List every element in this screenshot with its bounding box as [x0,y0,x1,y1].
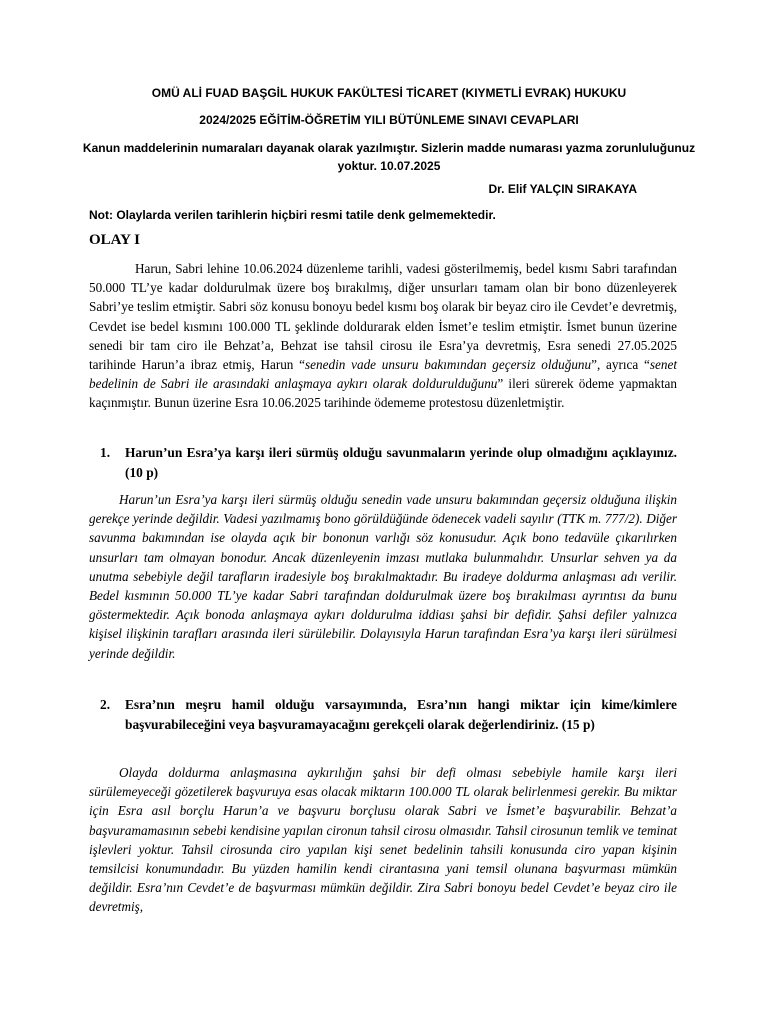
question-1 [100,443,677,483]
case-quote-2: senet bedelinin de Sabri ile arasındaki anlaşmaya aykırı olarak doldurulduğunu [89,357,678,392]
question-text: Esra’nın meşru hamil olduğu varsayımında, Esra’nın hangi miktar için kime/kimlere başvurabileceğini veya başvuramayacağını gerekçeli olarak değerlendiriniz. (15 p) [125,697,677,732]
question-2 [100,695,677,735]
question-number: 1. [100,445,111,460]
author-name: Dr. Elif YALÇIN SIRAKAYA [488,182,637,196]
case-text-part-c: ” ileri sürerek ödeme yapmaktan kaçınmıştır. Bunun üzerine Esra 10.06.2025 tarihinde ödememe protestosu düzenletmiştir. [89,376,677,411]
header-institution: OMÜ ALİ FUAD BAŞGİL HUKUK FAKÜLTESİ TİCARET (KIYMETLİ EVRAK) HUKUKU [151,86,627,100]
case-text-part-b: ”, ayrıca “ [591,357,650,373]
question-text: Harun’un Esra’ya karşı ileri sürmüş olduğu savunmaların yerinde olup olmadığını açıklayınız. (10 p) [125,445,677,480]
case-quote-1: senedin vade unsuru bakımından geçersiz olduğunu [305,357,592,373]
answer-2: Olayda doldurma anlaşmasına aykırılığın şahsi bir defi olması sebebiyle hamile karşı ileri sürülemeyeceği gözetilerek başvuruya esas olacak miktarın 100.000 TL olarak belirlenmesi gerekir. Bu miktar için Esra asıl borçlu Harun’a ve başvuru borçlusu olarak Sabri ve İsmet’e başvurabilir. Behzat’a başvuramamasının sebebi kendisine yapılan cironun tahsil cirosu olmasıdır. Tahsil cirosunun temlik ve teminat işlevleri yoktur. Tahsil cirosunda ciro yapılan kişi senet bedelinin tahsili konusunda ciro yapan kişinin temsilcisi konumundadır. Bu yüzden hamilin kendi cirantasına yani temsil olunana başvurması mümkün değildir. Esra’nın Cevdet’e de başvurması mümkün değildir. Zira Sabri bonoyu bedel Cevdet’e beyaz ciro ile devretmiş, [89,765,677,915]
note-text: Not: Olaylarda verilen tarihlerin hiçbiri resmi tatile denk gelmemektedir. [89,208,496,222]
case-text [89,259,677,413]
header-instructions: Kanun maddelerinin numaraları dayanak olarak yazılmıştır. Sizlerin madde numarası yazma zorunluluğunuz yoktur. 10.07.2025 [82,141,696,173]
header-exam-title: 2024/2025 EĞİTİM-ÖĞRETİM YILI BÜTÜNLEME SINAVI CEVAPLARI [199,113,579,127]
answer-1: Harun’un Esra’ya karşı ileri sürmüş olduğu senedin vade unsuru bakımından geçersiz olduğuna ilişkin gerekçe yerinde değildir. Vadesi yazılmamış bono görüldüğünde ödenecek vadeli sayılır (TTK m. 777/2). Diğer savunma bakımından ise olayda açık bir bononun varlığı söz konusudur. Açık bono tedavüle çıkarılırken unsurları tam olmayan bonodur. Ancak düzenleyenin imzası mutlaka bulunmalıdır. Unsurlar sehven ya da unutma sebebiyle değil tarafların iradesiyle boş bırakılmaktadır. Bu iradeye doldurma anlaşması adı verilir. Bedel kısmının 50.000 TL’ye kadar Sabri tarafından doldurulmak üzere boş bırakılması ayrıntısı da bunu göstermektedir. Açık bonoda anlaşmaya aykırı doldurulma iddiası şahsi bir defidir. Şahsi defiler yalnızca kişisel ilişkinin tarafları arasında ileri sürülebilir. Dolayısıyla Harun tarafından Esra’ya karşı ileri sürülmesi yerinde değildir. [89,492,677,661]
question-number: 2. [100,697,111,712]
case-text-part-a: Harun, Sabri lehine 10.06.2024 düzenleme tarihli, vadesi gösterilmemiş, bedel kısmı Sabri tarafından 50.000 TL’ye kadar doldurulmak üzere boş bırakılmış, diğer unsurları tamam olan bir bono düzenleyerek Sabri’ye teslim etmiştir. Sabri söz konusu bonoyu bedel kısmı boş olarak bir beyaz ciro ile Cevdet’e devretmiş, Cevdet ise bedel kısmını 100.000 TL şeklinde doldurarak elden İsmet’e teslim etmiştir. İsmet bunun üzerine senedi bir tam ciro ile Behzat’a, Behzat ise tahsil cirosu ile Esra’ya devretmiş, Esra senedi 27.05.2025 tarihinde Harun’a ibraz etmiş, Harun “ [89,261,677,373]
case-title: OLAY I [89,232,140,248]
